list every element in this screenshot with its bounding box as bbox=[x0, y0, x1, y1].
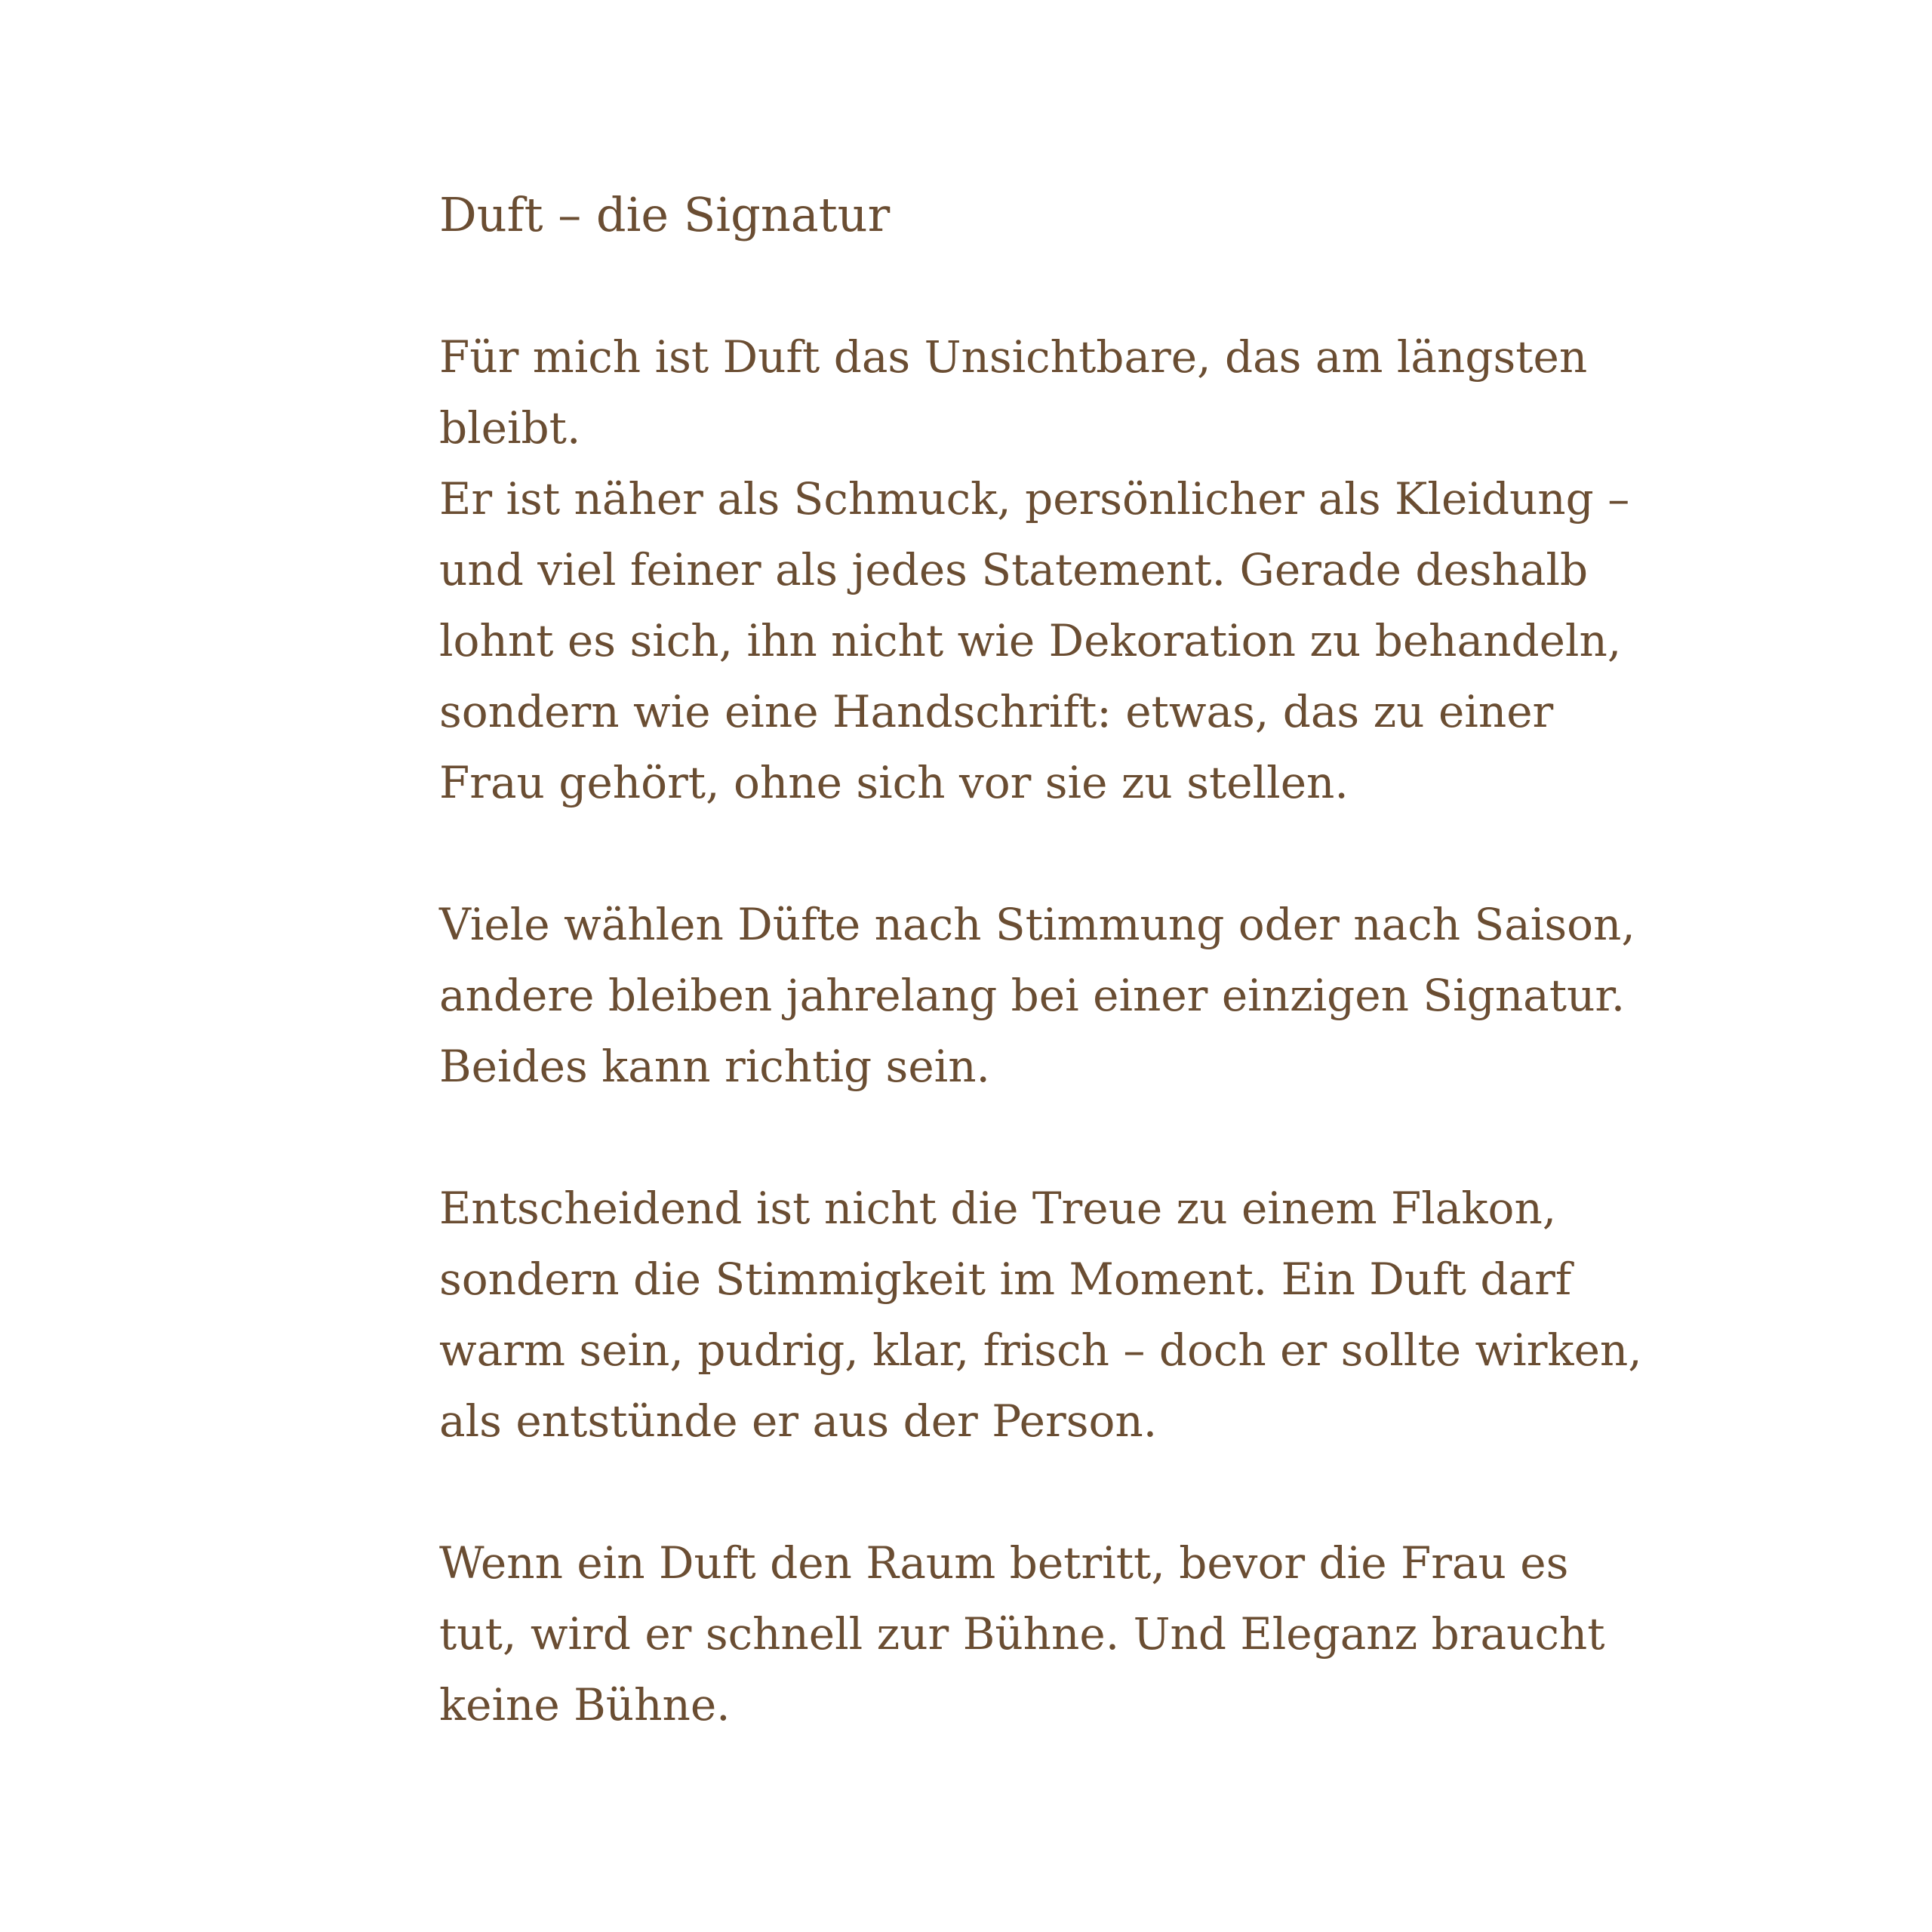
paragraph-line: und viel feiner als jedes Statement. Gerade deshalb bbox=[439, 544, 1589, 595]
paragraph-line: warm sein, pudrig, klar, frisch – doch er sollte wirken, bbox=[439, 1324, 1642, 1376]
paragraph-line: lohnt es sich, ihn nicht wie Dekoration zu behandeln, bbox=[439, 615, 1622, 666]
paragraph-line: andere bleiben jahrelang bei einer einzigen Signatur. bbox=[439, 970, 1626, 1021]
paragraph-2 bbox=[439, 889, 1635, 1102]
paragraph-line: als entstünde er aus der Person. bbox=[439, 1395, 1158, 1447]
paragraph-line: sondern wie eine Handschrift: etwas, das zu einer bbox=[439, 686, 1554, 737]
paragraph-line: Beides kann richtig sein. bbox=[439, 1041, 990, 1092]
paragraph-line: Für mich ist Duft das Unsichtbare, das am längsten bbox=[439, 331, 1588, 383]
paragraph-line: Viele wählen Düfte nach Stimmung oder nach Saison, bbox=[439, 899, 1635, 950]
paragraph-line: keine Bühne. bbox=[439, 1679, 731, 1730]
paragraph-4 bbox=[439, 1527, 1605, 1740]
paragraph-1 bbox=[439, 321, 1630, 818]
document-page bbox=[439, 180, 1642, 1740]
paragraph-line: tut, wird er schnell zur Bühne. Und Eleganz braucht bbox=[439, 1608, 1605, 1660]
paragraph-line: bleibt. bbox=[439, 402, 581, 454]
paragraph-3 bbox=[439, 1173, 1642, 1457]
page-title: Duft – die Signatur bbox=[439, 187, 891, 242]
paragraph-line: Entscheidend ist nicht die Treue zu einem Flakon, bbox=[439, 1183, 1557, 1234]
paragraph-line: Frau gehört, ohne sich vor sie zu stellen. bbox=[439, 757, 1349, 808]
paragraph-line: Wenn ein Duft den Raum betritt, bevor die Frau es bbox=[439, 1537, 1569, 1589]
paragraph-line: Er ist näher als Schmuck, persönlicher als Kleidung – bbox=[439, 473, 1630, 525]
paragraph-line: sondern die Stimmigkeit im Moment. Ein Duft darf bbox=[439, 1254, 1572, 1305]
